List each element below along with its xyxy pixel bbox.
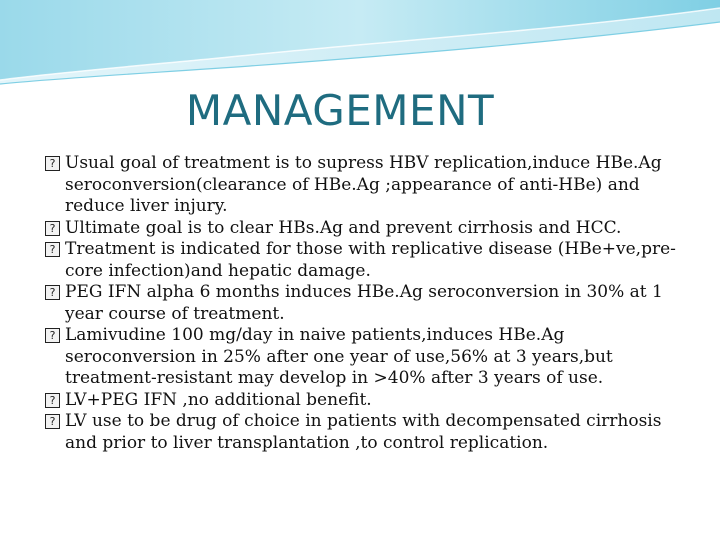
list-item	[45, 218, 685, 240]
bullet-icon: ?	[45, 393, 60, 408]
bullet-list	[45, 153, 685, 454]
bullet-icon: ?	[45, 221, 60, 236]
list-item	[45, 239, 685, 282]
bullet-text: PEG IFN alpha 6 months induces HBe.Ag seroconversion in 30% at 1 year course of treatment.	[65, 282, 663, 324]
header-wave-decoration	[0, 0, 720, 90]
list-item	[45, 325, 685, 390]
bullet-text: Ultimate goal is to clear HBs.Ag and prevent cirrhosis and HCC.	[65, 217, 622, 238]
bullet-text: Usual goal of treatment is to supress HBV replication,induce HBe.Ag seroconversion(clearance of HBe.Ag ;appearance of anti-HBe) and reduce liver injury.	[65, 153, 662, 216]
bullet-text: Lamivudine 100 mg/day in naive patients,induces HBe.Ag seroconversion in 25% after one year of use,56% at 3 years,but treatment-resistant may develop in >40% after 3 years of use.	[65, 325, 613, 388]
bullet-text: Treatment is indicated for those with replicative disease (HBe+ve,pre-core infection)and hepatic damage.	[65, 239, 676, 281]
bullet-icon: ?	[45, 328, 60, 343]
bullet-icon: ?	[45, 414, 60, 429]
bullet-text: LV+PEG IFN ,no additional benefit.	[65, 389, 372, 410]
slide-title: MANAGEMENT	[185, 86, 495, 135]
list-item	[45, 153, 685, 218]
bullet-icon: ?	[45, 156, 60, 171]
bullet-icon: ?	[45, 242, 60, 257]
list-item	[45, 390, 685, 412]
list-item	[45, 411, 685, 454]
list-item	[45, 282, 685, 325]
bullet-text: LV use to be drug of choice in patients with decompensated cirrhosis and prior to liver transplantation ,to control replication.	[65, 411, 662, 453]
bullet-icon: ?	[45, 285, 60, 300]
